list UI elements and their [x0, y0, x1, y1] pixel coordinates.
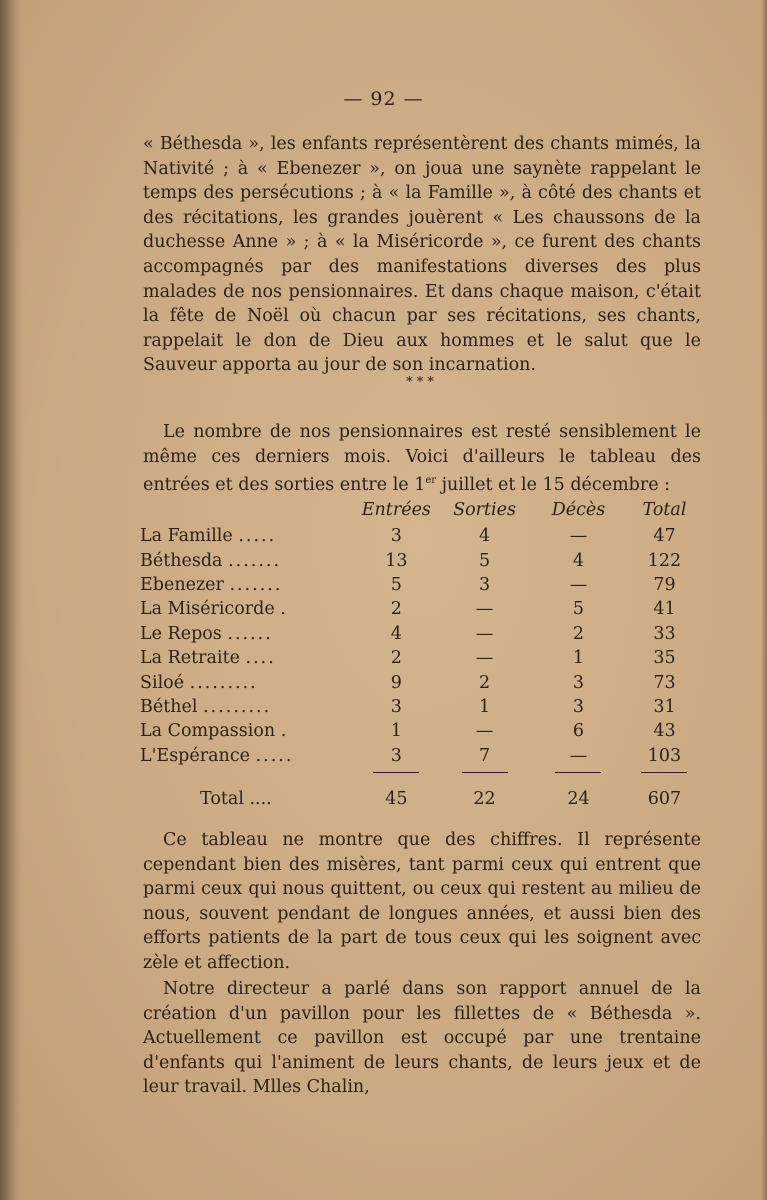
cell-deces: —	[569, 745, 588, 766]
cell-sorties: —	[475, 721, 494, 742]
table-row	[140, 573, 705, 597]
sum-rule	[555, 772, 601, 773]
cell-sorties: —	[475, 599, 494, 620]
house-name-cell	[140, 670, 357, 694]
table-row	[140, 646, 705, 670]
house-name-cell	[140, 548, 357, 572]
cell-entrees: 2	[390, 648, 402, 669]
leader-dots: .......	[228, 550, 282, 571]
table-row	[140, 670, 705, 694]
house-name-cell	[140, 695, 357, 719]
cell-entrees: 3	[390, 526, 402, 547]
rule-cell-entrees	[357, 768, 436, 778]
cell-entrees: 3	[390, 696, 402, 717]
paragraph-christmas: « Béthesda », les enfants représentèrent des chants mimés, la Nativité ; à « Ebenezer », on joua une saynète rappelant le temps des persécutions ; à « la Famille », à côté des chants et des récitations, les grandes jouèrent « Les chaussons de la duchesse Anne » ; à « la Miséricorde », ce furent des chants accompagnés par des manifestations diverses des plus malades de nos pensionnaires. Et dans chaque maison, c'était la fête de Noël où chacun par ses récitations, ses chants, rappelait le don de Dieu aux hommes et le salut que le Sauveur apporta au jour de son incarnation.	[143, 134, 701, 376]
cell-entrees: 9	[390, 672, 402, 693]
house-name: Siloé	[140, 672, 185, 693]
house-name-cell	[140, 744, 357, 768]
cell-total: 79	[653, 574, 676, 595]
cell-sorties: 4	[478, 526, 491, 547]
total-entrees: 45	[385, 788, 408, 809]
cell-entrees: 3	[390, 745, 402, 766]
house-name-cell	[140, 573, 357, 597]
page-number: — 92 —	[343, 88, 424, 110]
paragraph-pavillon-text: Notre directeur a parlé dans son rapport annuel de la création d'un pavillon pour les fillettes de « Béthesda ». Actuellement ce pavillon est occupé par une trentaine d'enfants qui l'animent de leurs chants, de leurs jeux et de leur travail. Mlles Chalin,	[143, 979, 701, 1098]
page-binding-edge	[0, 0, 22, 1200]
rule-cell-deces	[533, 768, 624, 778]
cell-deces: —	[569, 574, 588, 595]
table-body	[140, 524, 705, 816]
page-right-edge	[761, 0, 767, 1200]
ordinal-suffix: er	[425, 475, 437, 487]
house-name: La Retraite	[140, 648, 240, 669]
leader-dots: .........	[189, 672, 258, 693]
cell-entrees: 1	[390, 721, 402, 742]
cell-sorties: 2	[478, 672, 491, 693]
leader-dots: .....	[238, 526, 277, 547]
leader-dots: .........	[203, 696, 272, 717]
house-name-cell	[140, 597, 357, 621]
house-name: Béthesda	[140, 550, 223, 571]
table-row	[140, 744, 705, 768]
cell-total: 31	[653, 696, 676, 717]
header-sorties: Sorties	[453, 500, 516, 520]
paragraph-pensionnaires-text: Le nombre de nos pensionnaires est resté sensiblement le même ces derniers mois. Voici d'ailleurs le tableau des entrées et des sorties entre le 1	[143, 422, 701, 496]
table-row	[140, 548, 705, 572]
cell-deces: 2	[572, 623, 585, 644]
cell-entrees: 5	[390, 574, 402, 595]
house-name: La Miséricorde	[140, 599, 275, 620]
house-name-cell	[140, 524, 357, 548]
leader-dots: .	[280, 721, 289, 742]
paragraph-tableau-text: Ce tableau ne montre que des chiffres. Il représente cependant bien des misères, tant parmi ceux qui entrent que parmi ceux qui nous quittent, ou ceux qui restent au milieu de nous, souvent pendant de longues années, et aussi bien des efforts patients de la part de tous ceux qui les soignent avec zèle et affection.	[143, 830, 701, 973]
section-separator: * * *	[406, 375, 434, 390]
table-row	[140, 524, 705, 548]
cell-total: 73	[653, 672, 676, 693]
house-name-cell	[140, 622, 357, 646]
cell-total: 103	[647, 745, 682, 766]
rule-cell-total	[624, 768, 705, 778]
table-header-row	[140, 496, 705, 524]
rule-cell-sorties	[436, 768, 533, 778]
total-label: Total ....	[200, 788, 272, 809]
house-name: L'Espérance	[140, 745, 250, 766]
cell-deces: 1	[572, 648, 585, 669]
cell-total: 43	[653, 721, 676, 742]
cell-entrees: 2	[390, 599, 402, 620]
total-sorties: 22	[473, 788, 496, 809]
sum-rule	[641, 772, 687, 773]
sum-rule	[462, 772, 508, 773]
cell-deces: 5	[572, 599, 585, 620]
cell-deces: 6	[572, 721, 585, 742]
cell-sorties: —	[475, 648, 494, 669]
cell-sorties: 3	[478, 574, 491, 595]
table-row	[140, 695, 705, 719]
cell-sorties: —	[475, 623, 494, 644]
table-row	[140, 719, 705, 743]
rule-spacer	[140, 768, 357, 778]
table-row	[140, 622, 705, 646]
header-deces: Décès	[551, 500, 606, 520]
leader-dots: .....	[255, 745, 294, 766]
house-name: La Famille	[140, 526, 233, 547]
cell-total: 33	[653, 623, 676, 644]
cell-entrees: 4	[390, 623, 402, 644]
sum-rule	[373, 772, 419, 773]
leader-dots: .	[280, 599, 288, 620]
cell-total: 47	[653, 526, 676, 547]
house-name: Le Repos	[140, 623, 222, 644]
leader-dots: .......	[229, 574, 283, 595]
leader-dots: ......	[227, 623, 273, 644]
admissions-table	[140, 496, 705, 816]
cell-deces: 3	[572, 696, 585, 717]
header-house	[140, 496, 357, 524]
cell-sorties: 1	[478, 696, 491, 717]
total-deces: 24	[567, 788, 590, 809]
paragraph-pensionnaires-end: juillet et le 15 décembre :	[436, 475, 671, 496]
cell-deces: 4	[572, 550, 585, 571]
cell-deces: —	[569, 526, 588, 547]
total-rule-row	[140, 768, 705, 778]
header-entrees: Entrées	[361, 500, 431, 520]
cell-total: 41	[653, 599, 676, 620]
cell-sorties: 5	[478, 550, 491, 571]
cell-deces: 3	[572, 672, 585, 693]
house-name: Béthel	[140, 696, 198, 717]
house-name-cell	[140, 719, 357, 743]
house-name: Ebenezer	[140, 574, 224, 595]
house-name-cell	[140, 646, 357, 670]
total-row	[140, 778, 705, 816]
header-total: Total	[642, 500, 687, 520]
cell-sorties: 7	[478, 745, 491, 766]
leader-dots: ....	[245, 648, 276, 669]
house-name: La Compassion	[140, 721, 276, 742]
paragraph-pensionnaires	[143, 420, 701, 498]
total-total: 607	[647, 788, 682, 809]
cell-total: 35	[653, 648, 676, 669]
cell-entrees: 13	[385, 550, 408, 571]
table-row	[140, 597, 705, 621]
paragraph-pavillon	[143, 977, 701, 1100]
cell-total: 122	[647, 550, 682, 571]
paragraph-tableau	[143, 828, 701, 976]
